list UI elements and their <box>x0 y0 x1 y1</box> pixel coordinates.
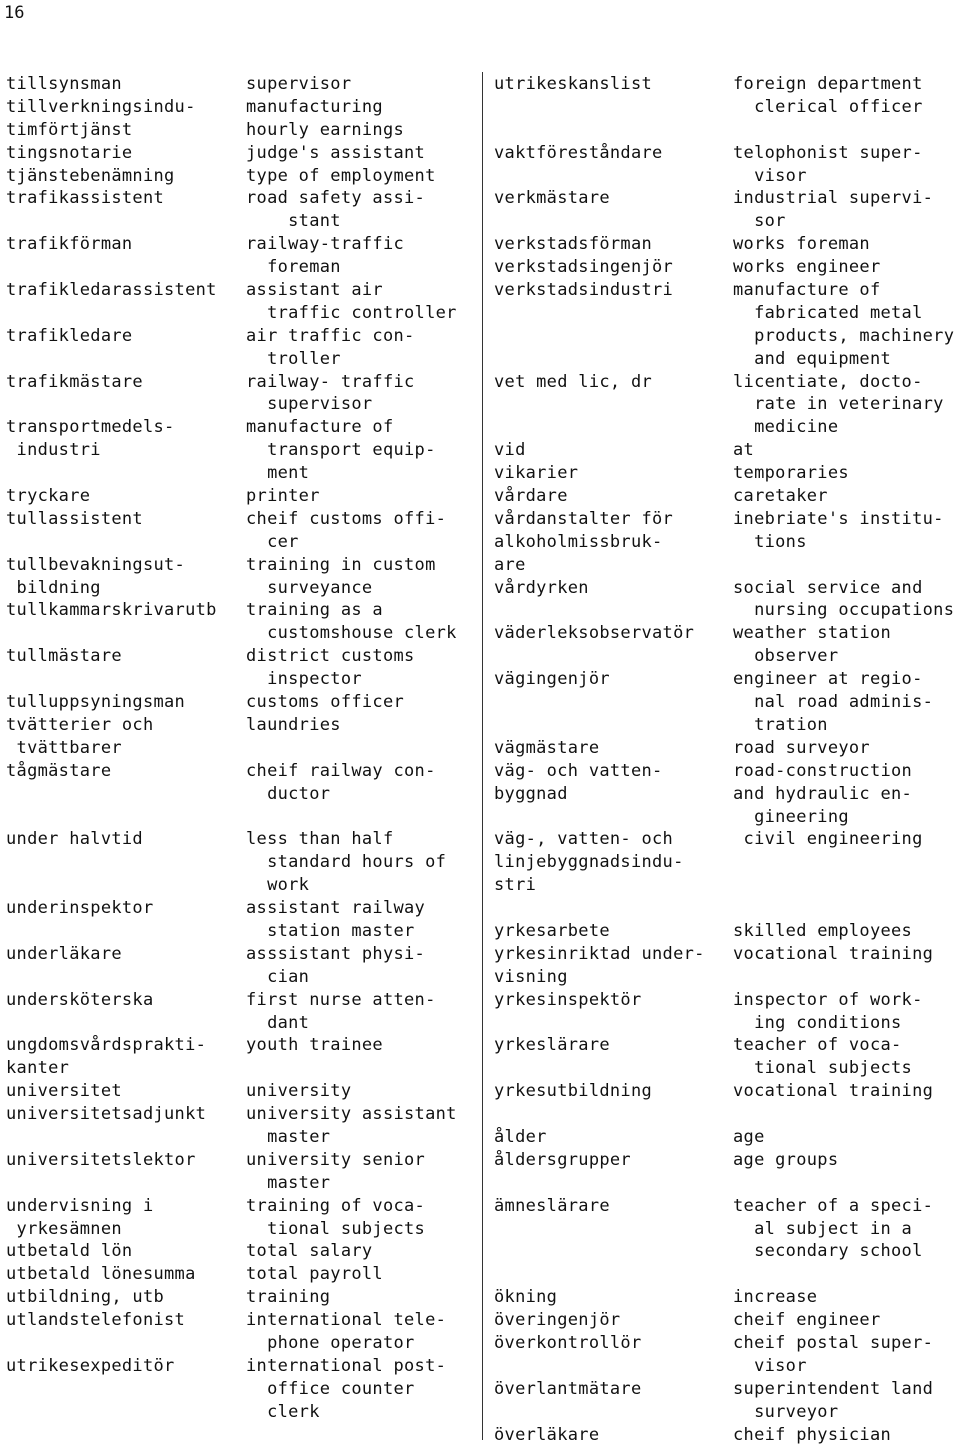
glossary-line: clerk <box>246 1401 320 1422</box>
glossary-line <box>494 691 730 714</box>
column-divider <box>482 72 483 1440</box>
glossary-line: ing conditions <box>733 1012 902 1033</box>
glossary-line: tions <box>733 531 807 552</box>
glossary-line: överingenjör <box>494 1310 621 1331</box>
glossary-line: social service and <box>733 577 923 598</box>
glossary-line: väg-, vatten- och <box>494 829 674 850</box>
glossary-line <box>6 302 242 325</box>
glossary-line: visning <box>494 966 568 987</box>
glossary-line: verkmästare <box>494 188 610 209</box>
glossary-line: university senior <box>246 1149 426 1170</box>
glossary-line: supervisor <box>246 74 352 94</box>
glossary-line <box>6 874 242 897</box>
glossary-line: manufacture of <box>733 280 881 301</box>
glossary-line: cian <box>246 966 310 987</box>
glossary-line: medicine <box>733 417 839 438</box>
glossary-line: vaktföreståndare <box>494 142 663 163</box>
glossary-line: inspector <box>246 669 362 690</box>
glossary-line: inebriate's institu- <box>733 508 944 529</box>
glossary-line: road surveyor <box>733 737 870 758</box>
glossary-line <box>733 1103 958 1126</box>
glossary-line <box>733 1172 958 1195</box>
glossary-line: tullbevakningsut- <box>6 554 186 575</box>
glossary-line: utbildning, utb <box>6 1287 165 1308</box>
glossary-line: teacher of a speci- <box>733 1195 934 1216</box>
glossary-line: underinspektor <box>6 898 154 919</box>
glossary-line <box>733 1263 958 1286</box>
glossary-line <box>6 531 242 554</box>
glossary-line <box>733 119 958 142</box>
glossary-line: training <box>246 1287 331 1308</box>
glossary-line: total salary <box>246 1241 373 1262</box>
glossary-line: cheif physician <box>733 1424 892 1445</box>
glossary-line: university <box>246 1081 352 1102</box>
glossary-line: licentiate, docto- <box>733 371 923 392</box>
glossary-line: youth trainee <box>246 1035 383 1056</box>
glossary-line: trafikledare <box>6 325 133 346</box>
glossary-line: vikarier <box>494 463 579 484</box>
glossary-line: transport equip- <box>246 440 436 461</box>
glossary-line: timförtjänst <box>6 119 133 140</box>
glossary-line: trafikmästare <box>6 371 143 392</box>
glossary-line: hourly earnings <box>246 119 405 140</box>
glossary-line: vägingenjör <box>494 669 610 690</box>
glossary-line: vägmästare <box>494 737 600 758</box>
glossary-line: utlandstelefonist <box>6 1310 186 1331</box>
glossary-line <box>494 1263 730 1286</box>
glossary-line: väderleksobservatör <box>494 623 695 644</box>
glossary-line: railway- traffic <box>246 371 415 392</box>
glossary-line: universitet <box>6 1081 122 1102</box>
glossary-line: assistant railway <box>246 898 426 919</box>
glossary-line: utbetald lön <box>6 1241 133 1262</box>
glossary-line <box>6 1332 242 1355</box>
glossary-line <box>494 645 730 668</box>
glossary-line: at <box>733 440 755 461</box>
glossary-line: fabricated metal <box>733 302 923 323</box>
glossary-line: verkstadsingenjör <box>494 257 674 278</box>
glossary-line <box>494 1057 730 1080</box>
glossary-line: training of voca- <box>246 1195 426 1216</box>
glossary-line: under halvtid <box>6 829 143 850</box>
glossary-line <box>246 806 476 829</box>
glossary-line <box>6 256 242 279</box>
glossary-line <box>494 806 730 829</box>
glossary-line <box>6 851 242 874</box>
glossary-line: stri <box>494 875 537 896</box>
glossary-line: tullkammarskrivarutb <box>6 600 217 621</box>
glossary-line: cheif postal super- <box>733 1332 934 1353</box>
glossary-line: universitetslektor <box>6 1149 196 1170</box>
glossary-line: troller <box>246 348 341 369</box>
glossary-line <box>494 1401 730 1424</box>
glossary-line <box>6 210 242 233</box>
glossary-line: dant <box>246 1012 310 1033</box>
glossary-line: nal road adminis- <box>733 692 934 713</box>
glossary-line: byggnad <box>494 783 568 804</box>
glossary-line: ductor <box>246 783 331 804</box>
glossary-line: undersköterska <box>6 989 154 1010</box>
glossary-line: surveyor <box>733 1401 839 1422</box>
page-number: 16 <box>4 3 25 23</box>
glossary-line: rate in veterinary <box>733 394 944 415</box>
glossary-line: cer <box>246 531 299 552</box>
glossary-line <box>494 96 730 119</box>
glossary-line: tional subjects <box>246 1218 426 1239</box>
glossary-line: verkstadsindustri <box>494 280 674 301</box>
glossary-line <box>494 599 730 622</box>
glossary-line: station master <box>246 920 415 941</box>
glossary-line <box>6 1126 242 1149</box>
glossary-line: total payroll <box>246 1264 383 1285</box>
glossary-line <box>733 851 958 874</box>
glossary-line: superintendent land <box>733 1378 934 1399</box>
glossary-line: tional subjects <box>733 1058 913 1079</box>
glossary-line <box>733 874 958 897</box>
column-english-right <box>733 73 958 1446</box>
glossary-line <box>6 668 242 691</box>
glossary-line: cheif railway con- <box>246 760 436 781</box>
glossary-line: vocational training <box>733 943 934 964</box>
glossary-line <box>6 806 242 829</box>
glossary-line <box>494 1355 730 1378</box>
glossary-line: yrkesutbildning <box>494 1081 653 1102</box>
glossary-line: printer <box>246 486 320 507</box>
glossary-line: sor <box>733 211 786 232</box>
glossary-line <box>6 393 242 416</box>
glossary-line: vårdanstalter för <box>494 508 674 529</box>
glossary-line: utbetald lönesumma <box>6 1264 196 1285</box>
glossary-line: al subject in a <box>733 1218 913 1239</box>
glossary-line: works engineer <box>733 257 881 278</box>
glossary-line: and equipment <box>733 348 892 369</box>
glossary-line: verkstadsförman <box>494 234 653 255</box>
glossary-line: vid <box>494 440 526 461</box>
glossary-line: surveyance <box>246 577 373 598</box>
column-english-left <box>246 73 476 1424</box>
glossary-line: tillverkningsindu- <box>6 96 196 117</box>
glossary-line <box>494 165 730 188</box>
glossary-line: skilled employees <box>733 920 913 941</box>
glossary-line: utrikeskanslist <box>494 74 653 94</box>
glossary-line: temporaries <box>733 463 849 484</box>
glossary-line: international tele- <box>246 1310 447 1331</box>
column-swedish-right <box>494 73 730 1446</box>
glossary-line: yrkesinspektör <box>494 989 642 1010</box>
glossary-line: manufacturing <box>246 96 383 117</box>
glossary-line: tulluppsyningsman <box>6 692 186 713</box>
glossary-line: visor <box>733 1355 807 1376</box>
glossary-line: teacher of voca- <box>733 1035 902 1056</box>
glossary-line: engineer at regio- <box>733 669 923 690</box>
glossary-line <box>6 920 242 943</box>
glossary-line: gineering <box>733 806 849 827</box>
glossary-line <box>494 897 730 920</box>
glossary-line: vårdyrken <box>494 577 589 598</box>
glossary-line: tration <box>733 714 828 735</box>
glossary-line <box>6 1172 242 1195</box>
glossary-line: work <box>246 875 310 896</box>
glossary-line <box>494 325 730 348</box>
glossary-line: telophonist super- <box>733 142 923 163</box>
glossary-line: vårdare <box>494 486 568 507</box>
glossary-line: office counter <box>246 1378 415 1399</box>
glossary-line <box>494 210 730 233</box>
glossary-line: ämneslärare <box>494 1195 610 1216</box>
glossary-line: and hydraulic en- <box>733 783 913 804</box>
glossary-line <box>494 1172 730 1195</box>
glossary-line <box>494 1103 730 1126</box>
glossary-line: väg- och vatten- <box>494 760 663 781</box>
glossary-line: vet med lic, dr <box>494 371 653 392</box>
glossary-line: clerical officer <box>733 96 923 117</box>
glossary-line: tingsnotarie <box>6 142 133 163</box>
glossary-line <box>494 416 730 439</box>
glossary-line <box>6 1012 242 1035</box>
glossary-line <box>733 966 958 989</box>
glossary-line: customshouse clerk <box>246 623 457 644</box>
glossary-line: yrkeslärare <box>494 1035 610 1056</box>
glossary-line: yrkesinriktad under- <box>494 943 705 964</box>
glossary-line: utrikesexpeditör <box>6 1355 175 1376</box>
glossary-line: district customs <box>246 646 415 667</box>
glossary-line: type of employment <box>246 165 436 186</box>
glossary-line: yrkesarbete <box>494 920 610 941</box>
glossary-line: visor <box>733 165 807 186</box>
glossary-line: railway-traffic <box>246 234 405 255</box>
glossary-line: ungdomsvårdsprakti- <box>6 1035 207 1056</box>
glossary-line: increase <box>733 1287 818 1308</box>
glossary-line: ålder <box>494 1126 547 1147</box>
glossary-line: secondary school <box>733 1241 923 1262</box>
glossary-line: överkontrollör <box>494 1332 642 1353</box>
glossary-line: överläkare <box>494 1424 600 1445</box>
glossary-line: cheif customs offi- <box>246 508 447 529</box>
glossary-line: tillsynsman <box>6 74 122 94</box>
column-swedish-left <box>6 73 242 1378</box>
glossary-line: phone operator <box>246 1332 415 1353</box>
glossary-line: överlantmätare <box>494 1378 642 1399</box>
glossary-line: manufacture of <box>246 417 394 438</box>
glossary-line: alkoholmissbruk- <box>494 531 663 552</box>
glossary-line: laundries <box>246 714 341 735</box>
glossary-line: first nurse atten- <box>246 989 436 1010</box>
glossary-line: industri <box>6 440 101 461</box>
glossary-line: undervisning i <box>6 1195 154 1216</box>
glossary-line: road safety assi- <box>246 188 426 209</box>
glossary-line: tullassistent <box>6 508 143 529</box>
glossary-line <box>494 1012 730 1035</box>
glossary-line: asssistant physi- <box>246 943 426 964</box>
glossary-line: observer <box>733 646 839 667</box>
glossary-line <box>494 348 730 371</box>
glossary-line: traffic controller <box>246 302 457 323</box>
glossary-line: weather station <box>733 623 892 644</box>
glossary-line: tvätterier och <box>6 714 154 735</box>
glossary-line <box>246 737 476 760</box>
glossary-line <box>494 393 730 416</box>
glossary-line: air traffic con- <box>246 325 415 346</box>
glossary-line: training as a <box>246 600 383 621</box>
glossary-line: yrkesämnen <box>6 1218 122 1239</box>
glossary-line <box>494 1240 730 1263</box>
glossary-line <box>494 714 730 737</box>
glossary-line <box>6 462 242 485</box>
glossary-line: tjänstebenämning <box>6 165 175 186</box>
glossary-line <box>246 1057 476 1080</box>
glossary-line: vocational training <box>733 1081 934 1102</box>
glossary-line: tågmästare <box>6 760 112 781</box>
glossary-line <box>733 554 958 577</box>
glossary-line: are <box>494 554 526 575</box>
glossary-line: standard hours of <box>246 852 447 873</box>
glossary-line: industrial supervi- <box>733 188 934 209</box>
glossary-line: universitetsadjunkt <box>6 1104 207 1125</box>
glossary-line: assistant air <box>246 280 383 301</box>
glossary-line: ökning <box>494 1287 558 1308</box>
glossary-line: age <box>733 1126 765 1147</box>
glossary-line: nursing occupations <box>733 600 955 621</box>
glossary-line: products, machinery <box>733 325 955 346</box>
glossary-line: customs officer <box>246 692 405 713</box>
glossary-line: master <box>246 1172 331 1193</box>
glossary-line: inspector of work- <box>733 989 923 1010</box>
glossary-line: trafikassistent <box>6 188 165 209</box>
glossary-line <box>494 119 730 142</box>
glossary-line: tvättbarer <box>6 737 122 758</box>
glossary-line: cheif engineer <box>733 1310 881 1331</box>
glossary-line: caretaker <box>733 486 828 507</box>
glossary-line: foreign department <box>733 74 923 94</box>
glossary-line <box>6 348 242 371</box>
glossary-line: supervisor <box>246 394 373 415</box>
glossary-line: international post- <box>246 1355 447 1376</box>
glossary-line: foreman <box>246 257 341 278</box>
glossary-line: works foreman <box>733 234 870 255</box>
glossary-line: ment <box>246 463 310 484</box>
glossary-line <box>733 897 958 920</box>
glossary-line: åldersgrupper <box>494 1149 631 1170</box>
glossary-line <box>6 966 242 989</box>
glossary-line <box>6 783 242 806</box>
glossary-line: tryckare <box>6 486 91 507</box>
glossary-line: master <box>246 1126 331 1147</box>
glossary-line: trafikförman <box>6 234 133 255</box>
glossary-line <box>494 302 730 325</box>
glossary-line: underläkare <box>6 943 122 964</box>
glossary-line: civil engineering <box>733 829 923 850</box>
glossary-line: age groups <box>733 1149 839 1170</box>
glossary-line: kanter <box>6 1058 70 1079</box>
glossary-line: judge's assistant <box>246 142 426 163</box>
glossary-line: transportmedels- <box>6 417 175 438</box>
glossary-line: training in custom <box>246 554 436 575</box>
glossary-line: bildning <box>6 577 101 598</box>
glossary-line <box>494 1218 730 1241</box>
glossary-line: linjebyggnadsindu- <box>494 852 684 873</box>
glossary-line: stant <box>246 211 341 232</box>
glossary-line: tullmästare <box>6 646 122 667</box>
glossary-line: less than half <box>246 829 394 850</box>
glossary-line: trafikledarassistent <box>6 280 217 301</box>
glossary-line <box>6 622 242 645</box>
glossary-line: university assistant <box>246 1104 457 1125</box>
glossary-line: road-construction <box>733 760 913 781</box>
